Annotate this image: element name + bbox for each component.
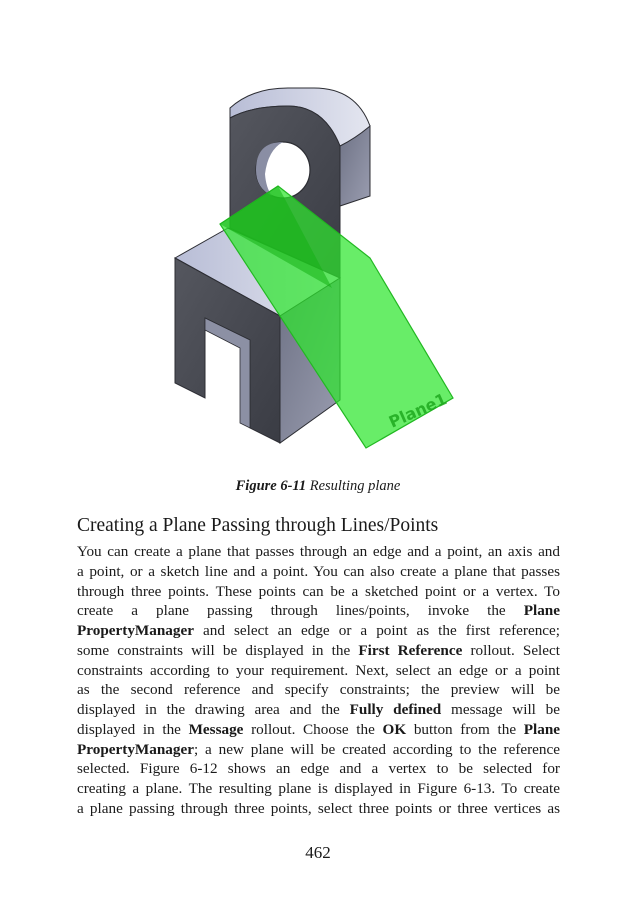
- resulting-plane-figure: [160, 78, 460, 473]
- text-run: some constraints will be displayed in the: [77, 641, 359, 659]
- paragraph-line: [77, 661, 560, 681]
- text-run: rollout. Choose the: [243, 720, 383, 738]
- figure-caption-text: Resulting plane: [309, 478, 401, 494]
- text-run: create a plane passing through lines/points, invoke the: [77, 602, 524, 620]
- text-run: as the second reference and specify constraints; the preview will be: [77, 681, 560, 699]
- text-run: creating a plane. The resulting plane is displayed in Figure 6-13. To create: [77, 780, 560, 797]
- figure-caption: [0, 478, 636, 495]
- bold-term: First Reference: [358, 641, 463, 659]
- bold-term: PropertyManager: [77, 622, 194, 639]
- text-run: displayed in the: [77, 720, 189, 738]
- paragraph-line: [77, 720, 560, 740]
- paragraph-line: [77, 740, 560, 760]
- text-run: a point, or a sketch line and a point. You can also create a plane that passes: [77, 562, 560, 580]
- bold-term: Fully defined: [349, 701, 442, 718]
- paragraph-line: [77, 799, 560, 819]
- text-run: button from the: [406, 720, 524, 738]
- paragraph-line: [77, 641, 560, 661]
- text-run: a plane passing through three points, select three points or three vertices as: [77, 799, 560, 817]
- paragraph-line: [77, 542, 560, 562]
- paragraph-line: [77, 779, 560, 799]
- paragraph-line: [77, 582, 560, 602]
- paragraph-line: [77, 680, 560, 700]
- bold-term: PropertyManager: [77, 740, 194, 758]
- paragraph-line: [77, 700, 560, 720]
- text-run: displayed in the drawing area and the: [77, 701, 350, 718]
- bold-term: Plane: [523, 720, 561, 738]
- bold-term: Message: [188, 720, 244, 738]
- figure-number: Figure 6-11: [235, 478, 307, 494]
- bold-term: OK: [382, 720, 407, 738]
- text-run: message will be: [441, 701, 560, 718]
- section-heading: Creating a Plane Passing through Lines/Points: [77, 515, 439, 536]
- paragraph-line: [77, 759, 560, 779]
- text-run: through three points. These points can be a sketched point or a vertex. To: [77, 582, 560, 600]
- plane-model-illustration: [160, 78, 460, 473]
- text-run: rollout. Select: [462, 641, 560, 659]
- paragraph-line: [77, 621, 560, 641]
- body-paragraph: [77, 542, 560, 819]
- text-run: You can create a plane that passes through an edge and a point, an axis and: [77, 543, 560, 560]
- text-run: and select an edge or a point as the first reference;: [193, 622, 560, 639]
- paragraph-line: [77, 601, 560, 621]
- paragraph-line: [77, 562, 560, 582]
- text-run: constraints according to your requirement. Next, select an edge or a point: [77, 661, 560, 679]
- plane-label: Plane1: [385, 389, 450, 432]
- text-run: ; a new plane will be created according to the reference: [193, 740, 560, 758]
- bold-term: Plane: [523, 602, 560, 620]
- page-number: 462: [305, 843, 331, 862]
- text-run: selected. Figure 6-12 shows an edge and a vertex to be selected for: [77, 760, 560, 778]
